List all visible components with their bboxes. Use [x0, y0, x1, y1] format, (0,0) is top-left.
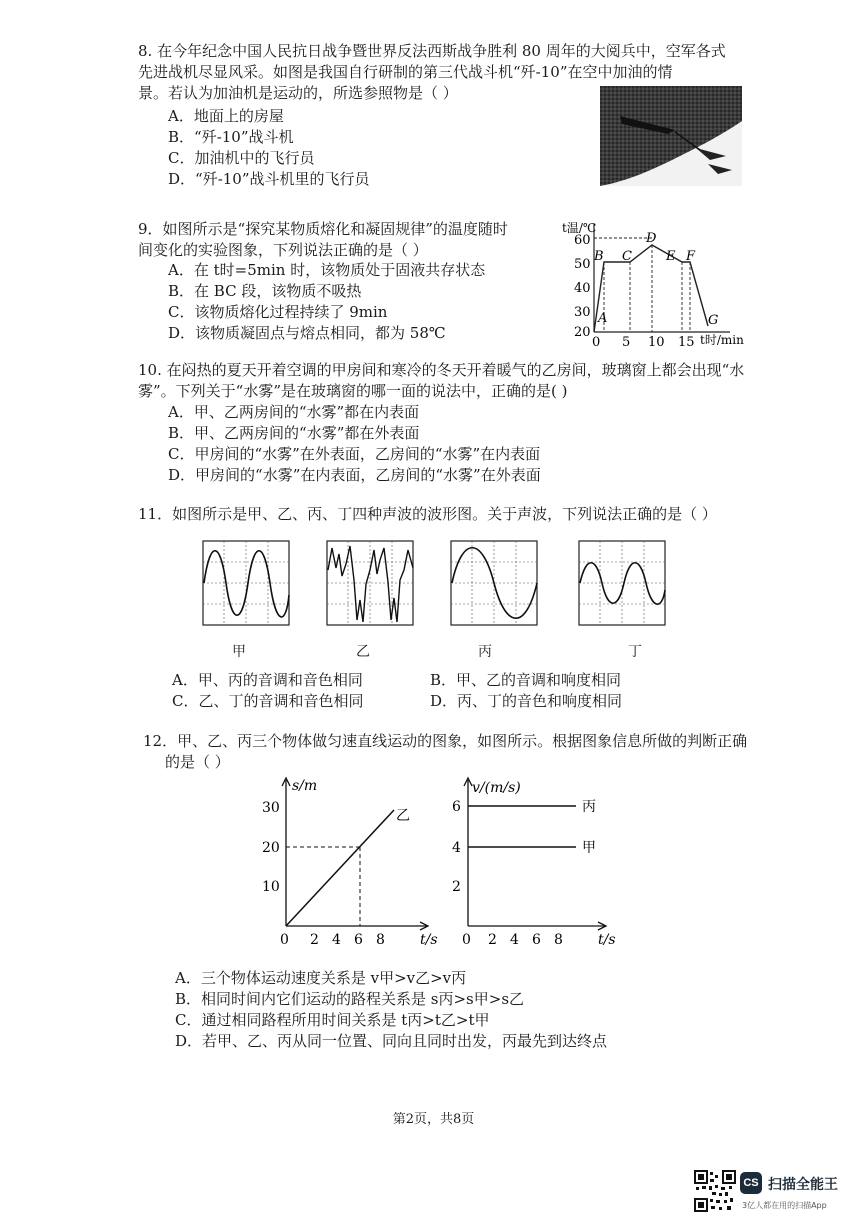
- qr-code-icon: [694, 1170, 736, 1212]
- melting-x-tick: 10: [648, 335, 665, 350]
- waveform-ding: [578, 540, 668, 628]
- q10-option-d: D．甲房间的“水雾”在内表面，乙房间的“水雾”在外表面: [168, 466, 541, 484]
- q8-stem-line: 景。若认为加油机是运动的，所选参照物是（ ）: [138, 84, 458, 102]
- waveform-label-ding: 丁: [628, 644, 642, 660]
- vt-series-label-bing: 丙: [582, 799, 596, 815]
- q10-option-c: C．甲房间的“水雾”在外表面，乙房间的“水雾”在内表面: [168, 445, 541, 463]
- st-y-tick: 30: [262, 800, 280, 816]
- camscanner-logo-icon: [740, 1172, 762, 1194]
- page-number: 第2页，共8页: [392, 1112, 475, 1127]
- q10-option-a: A．甲、乙两房间的“水雾”都在内表面: [168, 403, 420, 421]
- melting-x-label: t时/min: [700, 333, 744, 347]
- melting-point-e: E: [666, 249, 676, 264]
- q12-option-b: B．相同时间内它们运动的路程关系是 s丙>s甲>s乙: [175, 990, 525, 1008]
- q12-stem: [143, 731, 747, 773]
- vt-x-tick: 8: [554, 932, 563, 948]
- waveform-label-jia: 甲: [232, 644, 246, 660]
- melting-y-tick: 20: [574, 325, 591, 340]
- q10-stem-line: 雾”。下列关于“水雾”是在玻璃窗的哪一面的说法中，正确的是( ): [138, 382, 568, 400]
- s-t-graph: [250, 772, 440, 950]
- q9-stem: [138, 219, 508, 261]
- melting-point-a: A: [598, 311, 608, 326]
- melting-graph: [560, 214, 790, 350]
- q8-option-b: B．“歼-10”战斗机: [168, 128, 294, 146]
- v-t-graph: [432, 772, 632, 950]
- q12-option-a: A．三个物体运动速度关系是 v甲>v乙>v丙: [175, 969, 467, 987]
- q8-options: [168, 106, 370, 190]
- q8-option-c: C．加油机中的飞行员: [168, 149, 315, 167]
- st-x-tick: 6: [354, 932, 363, 948]
- melting-point-d: D: [646, 231, 657, 246]
- melting-y-tick: 40: [574, 281, 591, 296]
- st-x-tick: 2: [310, 932, 319, 948]
- waveform-bing: [450, 540, 540, 628]
- st-y-label: s/m: [292, 778, 318, 794]
- q12-stem-line: 的是（ ）: [165, 753, 230, 771]
- vt-x-tick: 6: [532, 932, 541, 948]
- vt-y-tick: 4: [452, 840, 461, 856]
- melting-x-tick: 15: [678, 335, 695, 350]
- vt-y-tick: 2: [452, 879, 461, 895]
- q11-options: [172, 670, 792, 712]
- q11-option-c: C．乙、丁的音调和音色相同: [172, 692, 364, 710]
- q10-stem-line: 10. 在闷热的夏天开着空调的甲房间和寒冷的冬天开着暖气的乙房间，玻璃窗上都会出现“水: [138, 361, 745, 379]
- q11-option-b: B．甲、乙的音调和响度相同: [430, 671, 622, 689]
- waveform-label-yi: 乙: [356, 644, 370, 660]
- q8-stem-line: 8. 在今年纪念中国人民抗日战争暨世界反法西斯战争胜利 80 周年的大阅兵中，空军各式: [138, 42, 726, 60]
- q9-options: [168, 260, 485, 344]
- q9-stem-line: 9．如图所示是“探究某物质熔化和凝固规律”的温度随时: [138, 220, 508, 238]
- waveform-yi: [326, 540, 416, 628]
- q9-option-d: D．该物质凝固点与熔点相同，都为 58℃: [168, 324, 446, 342]
- q10-options: [168, 402, 541, 486]
- melting-y-tick: 50: [574, 257, 591, 272]
- vt-x-tick: 0: [462, 932, 471, 948]
- camscanner-logo-text: CS: [743, 1177, 759, 1189]
- melting-x-tick: 0: [592, 335, 601, 350]
- melting-point-g: G: [708, 313, 719, 328]
- q12-options: [175, 968, 607, 1052]
- q10-stem: [138, 360, 744, 402]
- q9-option-a: A．在 t时=5min 时，该物质处于固液共存状态: [168, 261, 486, 279]
- st-x-tick: 8: [376, 932, 385, 948]
- melting-y-tick: 60: [574, 233, 591, 248]
- st-series-label: 乙: [396, 808, 410, 824]
- q11-option-a: A．甲、丙的音调和音色相同: [172, 671, 363, 689]
- st-line-yi: [286, 810, 394, 926]
- st-x-label: t/s: [420, 932, 438, 948]
- q9-option-c: C．该物质熔化过程持续了 9min: [168, 303, 388, 321]
- q11-stem: 11．如图所示是甲、乙、丙、丁四种声波的波形图。关于声波，下列说法正确的是（ ）: [138, 505, 717, 523]
- q12-option-c: C．通过相同路程所用时间关系是 t丙>t乙>t甲: [175, 1011, 490, 1029]
- q12-stem-line: 12．甲、乙、丙三个物体做匀速直线运动的图象，如图所示。根据图象信息所做的判断正确: [143, 732, 748, 750]
- st-x-tick: 4: [332, 932, 341, 948]
- app-tagline: 3亿人都在用的扫描App: [742, 1201, 827, 1210]
- vt-x-label: t/s: [598, 932, 616, 948]
- q11-option-d: D．丙、丁的音色和响度相同: [430, 692, 623, 710]
- st-y-tick: 10: [262, 879, 280, 895]
- melting-y-tick: 30: [574, 305, 591, 320]
- melting-x-tick: 5: [622, 335, 631, 350]
- q8-stem-line: 先进战机尽显风采。如图是我国自行研制的第三代战斗机“歼-10”在空中加油的情: [138, 63, 673, 81]
- st-y-tick: 20: [262, 840, 280, 856]
- melting-y-label: t温/℃: [562, 221, 597, 235]
- q10-option-b: B．甲、乙两房间的“水雾”都在外表面: [168, 424, 420, 442]
- q12-option-d: D．若甲、乙、丙从同一位置、同向且同时出发，丙最先到达终点: [175, 1032, 608, 1050]
- q8-option-a: A．地面上的房屋: [168, 107, 284, 125]
- app-name: 扫描全能王: [768, 1177, 838, 1193]
- waveform-jia: [202, 540, 292, 628]
- vt-series-label-jia: 甲: [582, 840, 596, 856]
- q9-stem-line: 间变化的实验图象，下列说法正确的是（ ）: [138, 241, 428, 259]
- vt-x-tick: 4: [510, 932, 519, 948]
- vt-y-tick: 6: [452, 799, 461, 815]
- melting-point-f: F: [686, 249, 696, 264]
- st-x-tick: 0: [280, 932, 289, 948]
- melting-point-b: B: [594, 249, 604, 264]
- q9-option-b: B．在 BC 段，该物质不吸热: [168, 282, 362, 300]
- refuel-photo: [600, 86, 742, 186]
- q8-option-d: D．“歼-10”战斗机里的飞行员: [168, 170, 370, 188]
- melting-point-c: C: [622, 249, 632, 264]
- waveform-label-bing: 丙: [478, 644, 492, 660]
- vt-x-tick: 2: [488, 932, 497, 948]
- vt-y-label: v/(m/s): [472, 780, 521, 796]
